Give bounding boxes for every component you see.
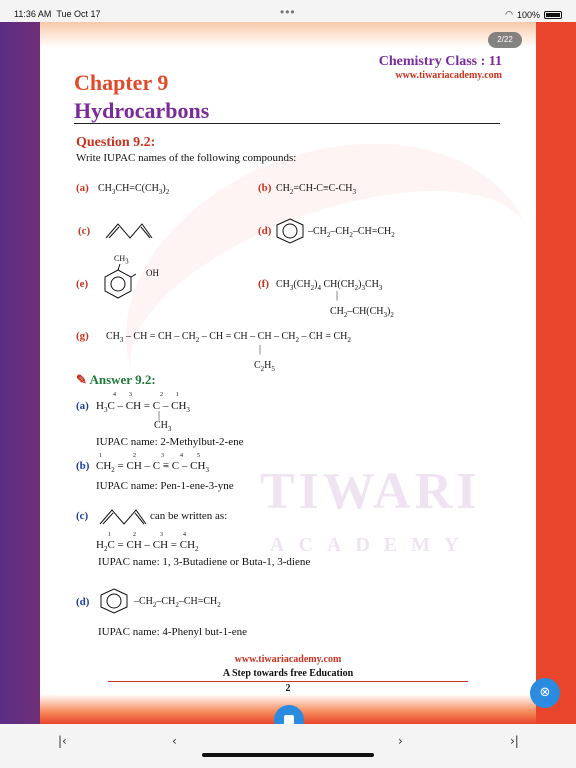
carbon-number: 3: [160, 532, 163, 538]
carbon-number: 4: [113, 392, 116, 398]
carbon-number: 4: [180, 453, 183, 459]
answer-title: ✎ Answer 9.2:: [76, 372, 156, 387]
answer-iupac-c: IUPAC name: 1, 3-Butadiene or Buta-1, 3-diene: [98, 556, 311, 568]
document-page: [40, 22, 536, 724]
question-text: Write IUPAC names of the following compounds:: [76, 152, 297, 164]
footer-page-number: 2: [285, 683, 291, 694]
question-e-methyl: $CH_3$: [114, 254, 129, 266]
answer-a-branch: $CH_3$: [154, 420, 172, 433]
answer-formula-c: $H_2C$ = CH – CH = $CH_2$: [96, 539, 199, 554]
header-url[interactable]: www.tiwariacademy.com: [395, 70, 502, 81]
footer-tagline: A Step towards free Education: [222, 668, 354, 679]
answer-label-b: (b): [76, 460, 90, 472]
page-header: [379, 54, 502, 81]
question-f-bond: |: [336, 290, 339, 301]
carbon-number: 3: [129, 392, 132, 398]
battery-icon: [544, 11, 562, 19]
question-label-g: (g): [76, 330, 89, 342]
answer-label-a: (a): [76, 400, 89, 412]
page-top-band: [40, 22, 536, 48]
carbon-number: 1: [108, 532, 111, 538]
header-rule: [74, 123, 500, 124]
question-f-branch: $CH_2-CH(CH_3)_2$: [330, 306, 394, 319]
question-label-c: (c): [78, 225, 91, 237]
answer-iupac-a: IUPAC name: 2-Methylbut-2-ene: [96, 436, 244, 448]
butadiene-structure: [104, 220, 154, 242]
battery-percent: 100%: [516, 9, 540, 20]
answer-c-text: can be written as:: [150, 510, 228, 522]
cresol-ring-icon: [102, 264, 136, 300]
status-time: 11:36 AM Tue Oct 17: [14, 9, 101, 19]
class-label: Chemistry Class : 11: [378, 54, 502, 69]
next-page-icon[interactable]: ›: [398, 734, 403, 748]
carbon-number: 1: [176, 392, 179, 398]
question-formula-b: $CH_2=CH-C\equiv C-CH_3$: [276, 183, 356, 196]
question-g-bond: |: [259, 344, 262, 355]
carbon-number: 1: [99, 453, 102, 459]
question-e-hydroxyl: OH: [146, 268, 159, 278]
chapter-title: Hydrocarbons: [74, 98, 210, 123]
home-indicator[interactable]: [202, 753, 374, 757]
question-g-branch: $C_2H_5$: [254, 360, 275, 373]
question-label-e: (e): [76, 278, 89, 290]
carbon-number: 4: [183, 532, 186, 538]
benzene-ring-icon: [274, 218, 306, 244]
answer-formula-b: $CH_2$ = CH – $C \equiv C - CH_3$: [96, 460, 209, 475]
question-title: Question 9.2:: [76, 135, 156, 150]
multitask-dots-icon[interactable]: •••: [280, 5, 296, 19]
status-bar: [0, 0, 576, 22]
status-right: [505, 9, 562, 20]
carbon-number: 2: [133, 453, 136, 459]
footer-url[interactable]: www.tiwariacademy.com: [234, 654, 342, 665]
question-label-a: (a): [76, 182, 89, 194]
answer-iupac-b: IUPAC name: Pen-1-ene-3-yne: [96, 480, 234, 492]
answer-label-c: (c): [76, 510, 89, 522]
pen-icon: ✎: [76, 372, 87, 387]
question-label-b: (b): [258, 182, 272, 194]
previous-page-icon[interactable]: ‹: [172, 734, 177, 748]
question-formula-a: $CH_3CH=C(CH_3)_2$: [98, 183, 170, 196]
page-indicator: 2/22: [488, 32, 522, 48]
question-label-d: (d): [258, 225, 272, 237]
answer-label-d: (d): [76, 596, 90, 608]
last-page-icon[interactable]: ›|: [510, 734, 519, 748]
carbon-number: 2: [133, 532, 136, 538]
question-formula-g: $CH_3$ – CH = CH – $CH_2$ – CH = CH – CH – $CH_2$ – CH = $CH_2$: [106, 331, 351, 344]
chapter-number: Chapter 9: [74, 70, 169, 95]
wifi-icon: ◠: [505, 9, 513, 19]
carbon-number: 2: [160, 392, 163, 398]
question-formula-f: $CH_3(CH_2)_4$ $CH(CH_2)_3CH_3$: [276, 279, 383, 292]
answer-formula-a: $H_3C$ – CH = C – $CH_3$: [96, 400, 190, 415]
answer-a-bond: |: [158, 410, 161, 421]
bottom-toolbar: [0, 724, 576, 768]
watermark-logo-text: TIWARI: [260, 463, 481, 520]
butadiene-structure: [98, 506, 148, 528]
benzene-ring-icon: [98, 588, 130, 614]
footer-rule: [108, 681, 468, 682]
close-icon-button[interactable]: ⊗: [530, 678, 560, 708]
carbon-number: 3: [161, 453, 164, 459]
watermark-logo-subtext: ACADEMY: [270, 534, 473, 556]
question-label-f: (f): [258, 278, 269, 290]
answer-iupac-d: IUPAC name: 4-Phenyl but-1-ene: [98, 626, 247, 638]
carbon-number: 5: [197, 453, 200, 459]
question-formula-d: $-CH_2-CH_2-CH=CH_2$: [308, 226, 395, 239]
answer-formula-d: $-CH_2-CH_2-CH=CH_2$: [134, 596, 221, 609]
first-page-icon[interactable]: |‹: [58, 734, 67, 748]
